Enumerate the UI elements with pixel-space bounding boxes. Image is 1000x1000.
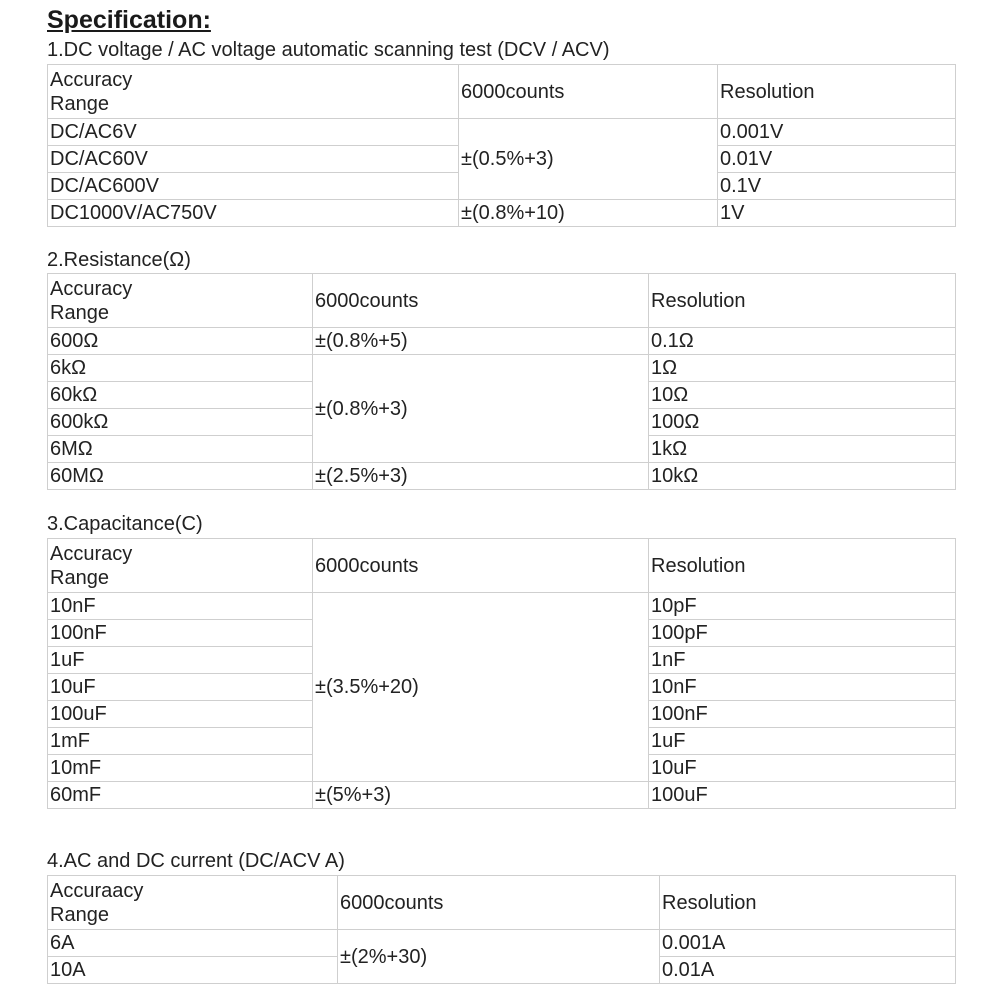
range-cell: 100nF [48,620,313,647]
header-resolution: Resolution [649,274,956,328]
resolution-cell: 0.001A [660,930,956,957]
header-counts: 6000counts [459,65,718,119]
resolution-cell: 1kΩ [649,436,956,463]
range-cell: 1uF [48,647,313,674]
section-heading-voltage: 1.DC voltage / AC voltage automatic scanning test (DCV / ACV) [47,39,610,61]
resolution-cell: 1nF [649,647,956,674]
range-cell: 60kΩ [48,382,313,409]
resolution-cell: 100Ω [649,409,956,436]
resolution-cell: 10Ω [649,382,956,409]
current-spec-table [47,875,956,984]
voltage-spec-table [47,64,956,227]
section-heading-resistance: 2.Resistance(Ω) [47,249,191,271]
range-cell: 10nF [48,593,313,620]
resolution-cell: 1V [718,200,956,227]
resolution-cell: 100pF [649,620,956,647]
resistance-spec-table [47,273,956,490]
resolution-cell: 0.01V [718,146,956,173]
resolution-cell: 1Ω [649,355,956,382]
range-cell: 600Ω [48,328,313,355]
range-cell: 100uF [48,701,313,728]
table-row [48,119,956,146]
header-resolution: Resolution [660,876,956,930]
accuracy-cell: ±(2%+30) [338,930,660,984]
accuracy-cell: ±(0.8%+3) [313,355,649,463]
table-header-row [48,876,956,930]
range-cell: 6MΩ [48,436,313,463]
table-header-row [48,539,956,593]
accuracy-cell: ±(5%+3) [313,782,649,809]
resolution-cell: 0.01A [660,957,956,984]
range-cell: 60MΩ [48,463,313,490]
range-cell: DC1000V/AC750V [48,200,459,227]
range-cell: 6A [48,930,338,957]
resolution-cell: 100uF [649,782,956,809]
range-cell: 1mF [48,728,313,755]
section-heading-current: 4.AC and DC current (DC/ACV A) [47,850,345,872]
header-accuracy-range: Accuraacy Range [48,876,338,930]
resolution-cell: 0.1Ω [649,328,956,355]
header-counts: 6000counts [313,539,649,593]
range-cell: 10uF [48,674,313,701]
accuracy-cell: ±(0.5%+3) [459,119,718,200]
range-cell: 10A [48,957,338,984]
table-row [48,782,956,809]
resolution-cell: 10uF [649,755,956,782]
header-counts: 6000counts [313,274,649,328]
header-counts: 6000counts [338,876,660,930]
resolution-cell: 10nF [649,674,956,701]
page-title: Specification: [47,6,211,34]
header-resolution: Resolution [649,539,956,593]
accuracy-cell: ±(3.5%+20) [313,593,649,782]
accuracy-cell: ±(0.8%+10) [459,200,718,227]
range-cell: DC/AC600V [48,173,459,200]
range-cell: DC/AC60V [48,146,459,173]
table-header-row [48,65,956,119]
resolution-cell: 10kΩ [649,463,956,490]
resolution-cell: 0.1V [718,173,956,200]
range-cell: 10mF [48,755,313,782]
header-resolution: Resolution [718,65,956,119]
resolution-cell: 10pF [649,593,956,620]
table-row [48,355,956,382]
resolution-cell: 1uF [649,728,956,755]
capacitance-spec-table [47,538,956,809]
header-accuracy-range: Accuracy Range [48,65,459,119]
accuracy-cell: ±(0.8%+5) [313,328,649,355]
section-heading-capacitance: 3.Capacitance(C) [47,513,203,535]
table-row [48,200,956,227]
range-cell: 600kΩ [48,409,313,436]
resolution-cell: 100nF [649,701,956,728]
table-row [48,593,956,620]
range-cell: 60mF [48,782,313,809]
header-accuracy-range: Accuracy Range [48,274,313,328]
table-row [48,930,956,957]
range-cell: 6kΩ [48,355,313,382]
table-row [48,328,956,355]
accuracy-cell: ±(2.5%+3) [313,463,649,490]
range-cell: DC/AC6V [48,119,459,146]
table-row [48,463,956,490]
resolution-cell: 0.001V [718,119,956,146]
header-accuracy-range: Accuracy Range [48,539,313,593]
table-header-row [48,274,956,328]
